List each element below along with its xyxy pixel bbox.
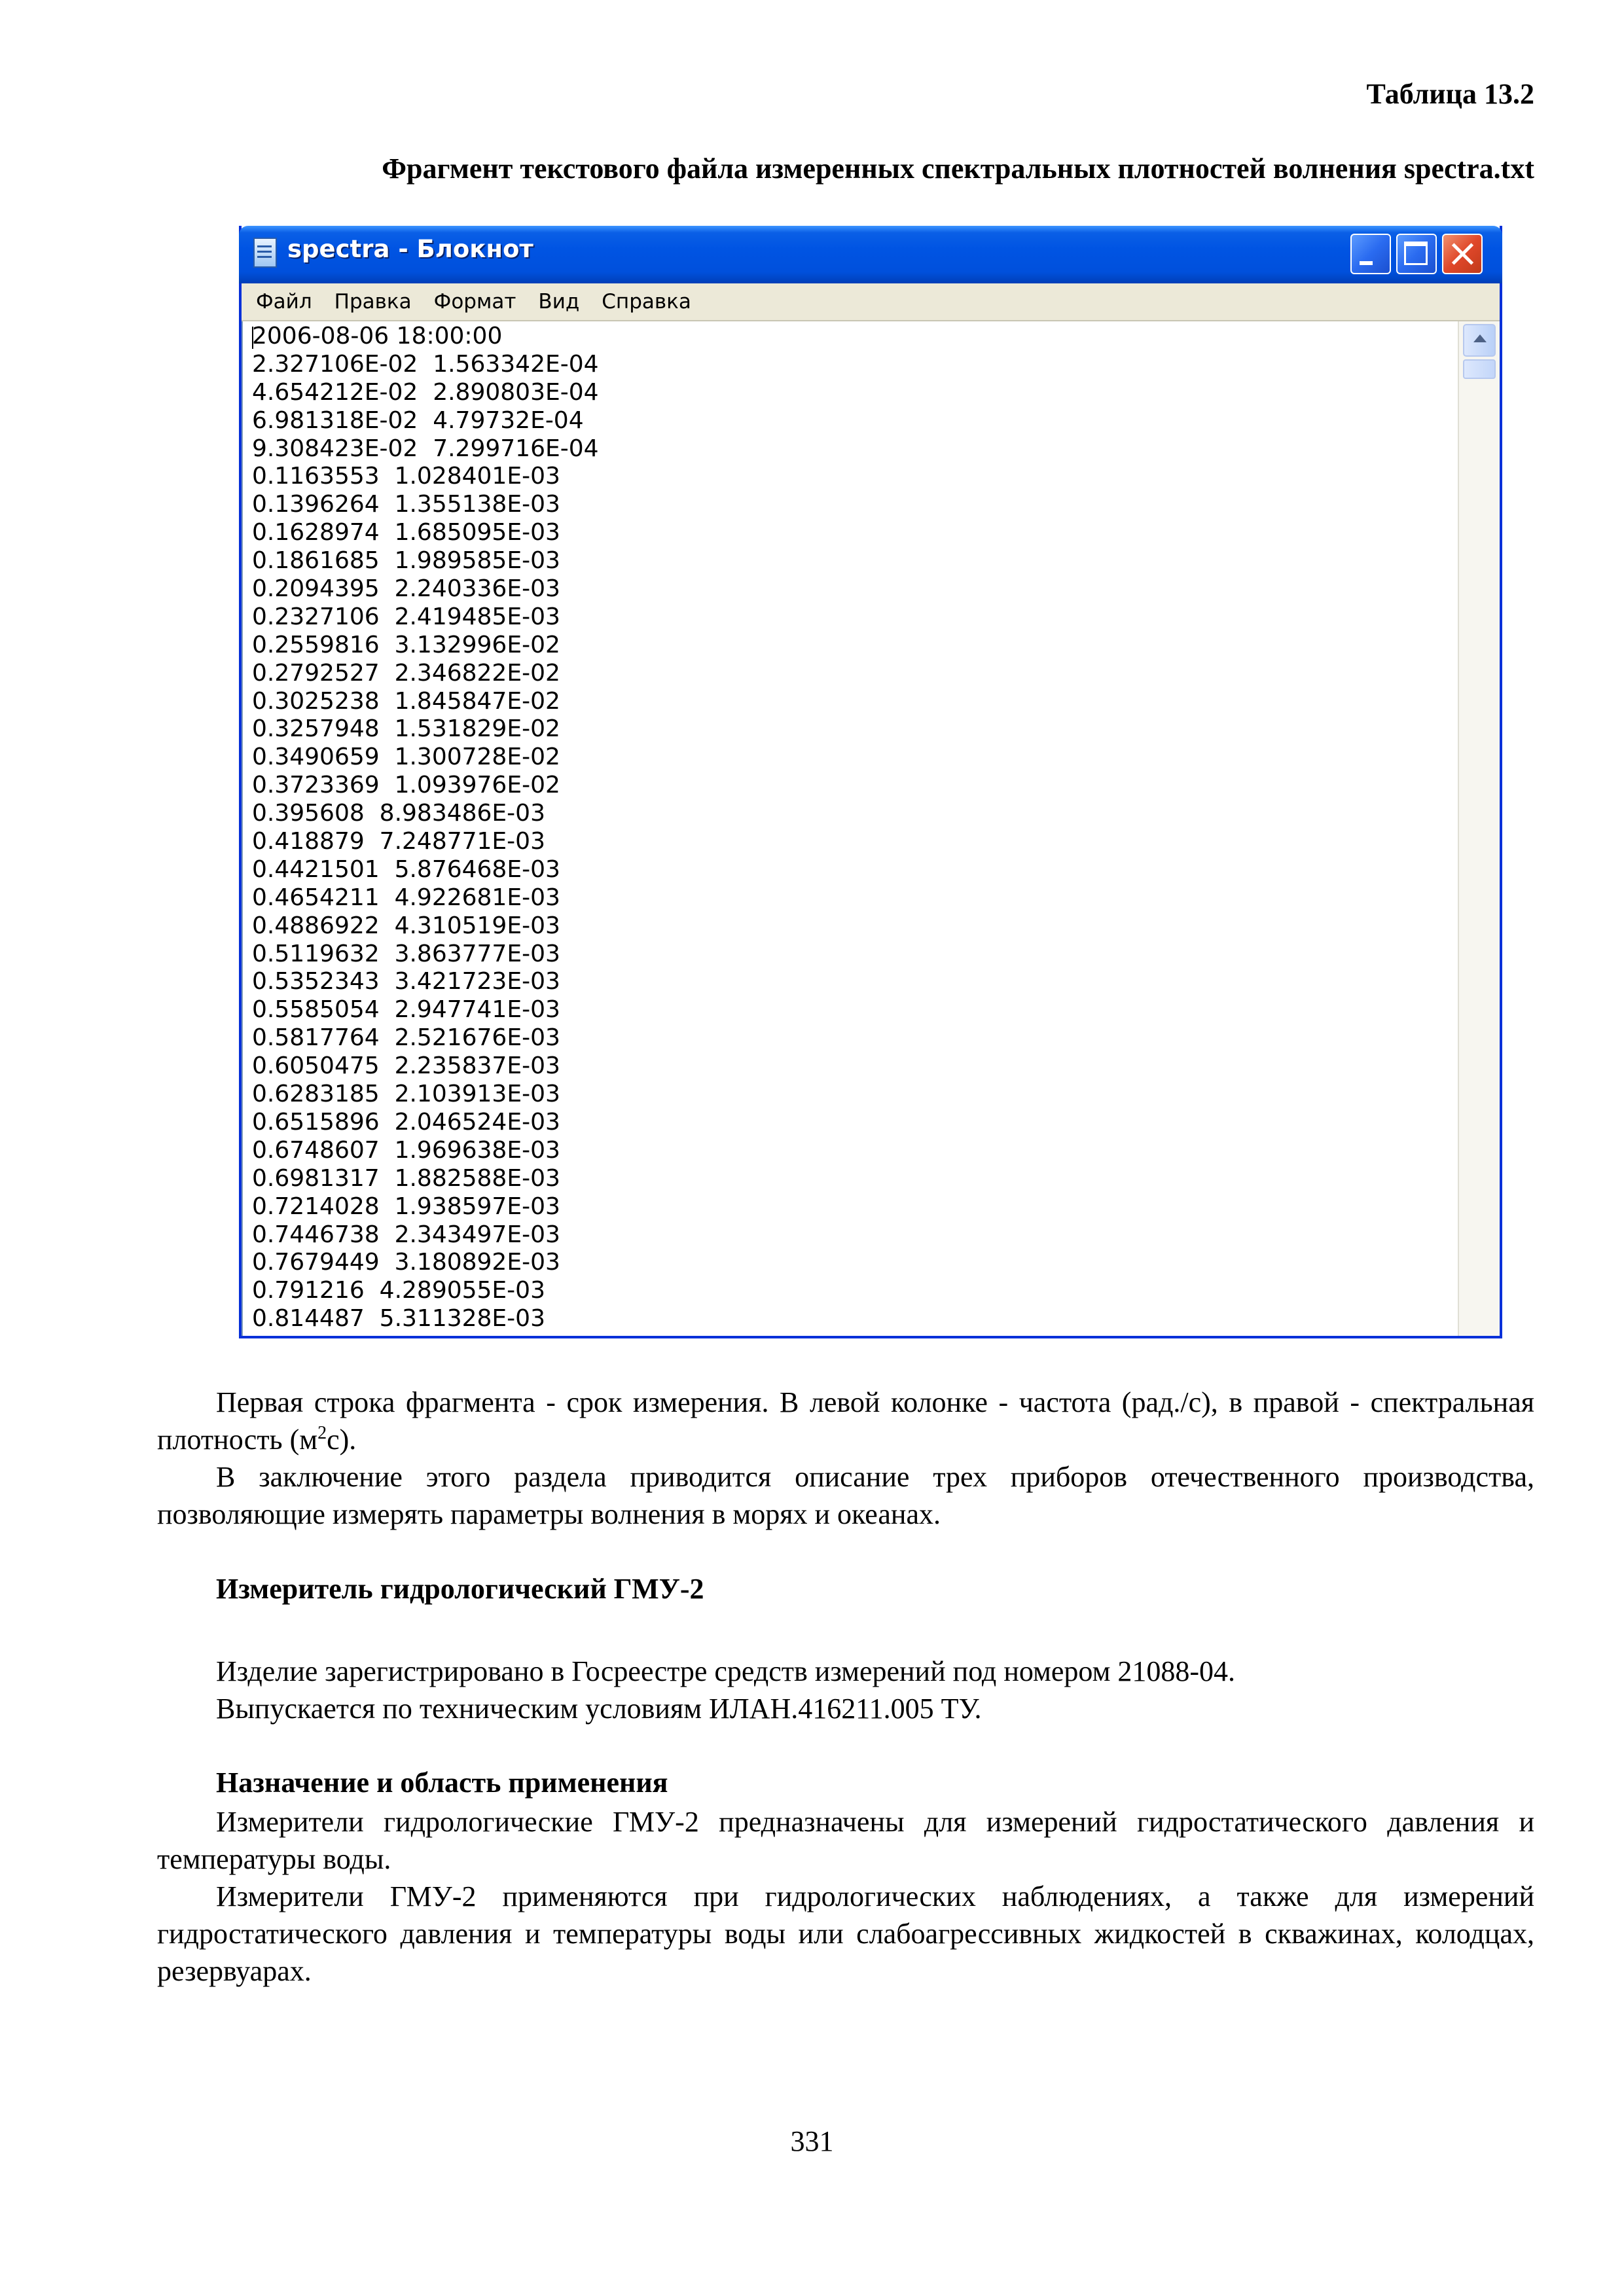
editor-line: 0.2094395 2.240336E-03 <box>252 575 560 603</box>
paragraph-conclusion: В заключение этого раздела приводится описание трех приборов отечественного производства, позволяющие измерять параметры волнения в морях и океанах. <box>157 1461 1534 1530</box>
spec-line: Выпускается по техническим условиям ИЛАН.416211.005 ТУ. <box>216 1693 982 1725</box>
close-button[interactable] <box>1442 234 1483 274</box>
editor-line: 0.791216 4.289055E-03 <box>252 1277 545 1304</box>
editor-line: 4.654212E-02 2.890803E-04 <box>252 378 599 406</box>
paragraph-application: Измерители ГМУ-2 применяются при гидрологических наблюдениях, а также для измерений гидростатического давления и температуры воды или слабоагрессивных жидкостей в скважинах, колодцах, резервуарах. <box>157 1880 1534 1987</box>
editor-line: 0.7679449 3.180892E-03 <box>252 1249 560 1276</box>
paragraph-explanation-tail: с). <box>327 1424 357 1456</box>
editor-line: 0.2559816 3.132996E-02 <box>252 631 560 658</box>
vertical-scrollbar[interactable] <box>1458 321 1500 1336</box>
editor-line: 0.6283185 2.103913E-03 <box>252 1081 560 1108</box>
menu-format[interactable]: Формат <box>433 290 516 314</box>
editor-line: 0.5817764 2.521676E-03 <box>252 1024 560 1052</box>
editor-line: 0.2327106 2.419485E-03 <box>252 603 560 630</box>
menu-help[interactable]: Справка <box>602 290 691 314</box>
table-label: Таблица 13.2 <box>1366 78 1534 110</box>
notepad-icon <box>253 238 277 268</box>
editor-line: 0.1861685 1.989585E-03 <box>252 547 560 575</box>
editor-line: 0.3257948 1.531829E-02 <box>252 715 560 743</box>
editor-line: 0.4421501 5.876468E-03 <box>252 855 560 883</box>
editor-line: 0.418879 7.248771E-03 <box>252 828 545 855</box>
paragraph-explanation-text: Первая строка фрагмента - срок измерения. В левой колонке - частота (рад./с), в правой - спектральная плотность (м <box>157 1386 1534 1456</box>
editor-line: 2.327106E-02 1.563342E-04 <box>252 350 599 378</box>
maximize-button[interactable] <box>1396 234 1437 274</box>
notepad-window <box>239 226 1502 1338</box>
editor-line: 0.3490659 1.300728E-02 <box>252 744 560 771</box>
editor-line: 0.1396264 1.355138E-03 <box>252 491 560 518</box>
minimize-button[interactable] <box>1350 234 1391 274</box>
editor-line: 0.3025238 1.845847E-02 <box>252 687 560 715</box>
editor-line: 0.5352343 3.421723E-03 <box>252 968 560 996</box>
editor-lines <box>252 323 599 1333</box>
scroll-thumb[interactable] <box>1463 359 1496 379</box>
menu-bar <box>242 283 1500 321</box>
editor-line: 0.5585054 2.947741E-03 <box>252 996 560 1024</box>
editor-line: 2006-08-06 18:00:00 <box>252 323 503 350</box>
editor-line: 0.7446738 2.343497E-03 <box>252 1221 560 1248</box>
section-heading-gmu2: Измеритель гидрологический ГМУ-2 <box>216 1573 704 1605</box>
section-heading-purpose: Назначение и область применения <box>216 1767 668 1799</box>
editor-line: 0.814487 5.311328E-03 <box>252 1305 545 1333</box>
window-title: spectra - Блокнот <box>287 235 533 263</box>
superscript-2: 2 <box>317 1423 327 1443</box>
editor-line: 0.3723369 1.093976E-02 <box>252 772 560 799</box>
editor-line: 0.4654211 4.922681E-03 <box>252 884 560 911</box>
page-number: 331 <box>790 2125 834 2157</box>
editor-line: 0.4886922 4.310519E-03 <box>252 912 560 939</box>
text-editor-area[interactable] <box>242 321 1459 1336</box>
table-caption: Фрагмент текстового файла измеренных спектральных плотностей волнения spectra.txt <box>382 152 1534 185</box>
editor-line: 0.1163553 1.028401E-03 <box>252 463 560 490</box>
scroll-up-arrow-icon[interactable] <box>1463 324 1496 357</box>
editor-line: 0.6748607 1.969638E-03 <box>252 1136 560 1164</box>
editor-line: 6.981318E-02 4.79732E-04 <box>252 406 584 434</box>
editor-line: 0.395608 8.983486E-03 <box>252 800 545 827</box>
paragraph-purpose: Измерители гидрологические ГМУ-2 предназначены для измерений гидростатического давления и температуры воды. <box>157 1806 1534 1875</box>
editor-line: 0.6050475 2.235837E-03 <box>252 1052 560 1080</box>
editor-line: 9.308423E-02 7.299716E-04 <box>252 435 599 462</box>
editor-line: 0.1628974 1.685095E-03 <box>252 519 560 547</box>
menu-file[interactable]: Файл <box>256 290 312 314</box>
editor-line: 0.5119632 3.863777E-03 <box>252 940 560 967</box>
paragraph-explanation <box>157 1384 1534 1458</box>
editor-line: 0.6981317 1.882588E-03 <box>252 1164 560 1192</box>
menu-edit[interactable]: Правка <box>334 290 412 314</box>
editor-line: 0.7214028 1.938597E-03 <box>252 1193 560 1220</box>
editor-line: 0.2792527 2.346822E-02 <box>252 659 560 687</box>
editor-line: 0.6515896 2.046524E-03 <box>252 1108 560 1136</box>
registry-line: Изделие зарегистрировано в Госреестре средств измерений под номером 21088-04. <box>216 1655 1236 1687</box>
title-bar[interactable] <box>239 226 1502 283</box>
menu-view[interactable]: Вид <box>538 290 580 314</box>
